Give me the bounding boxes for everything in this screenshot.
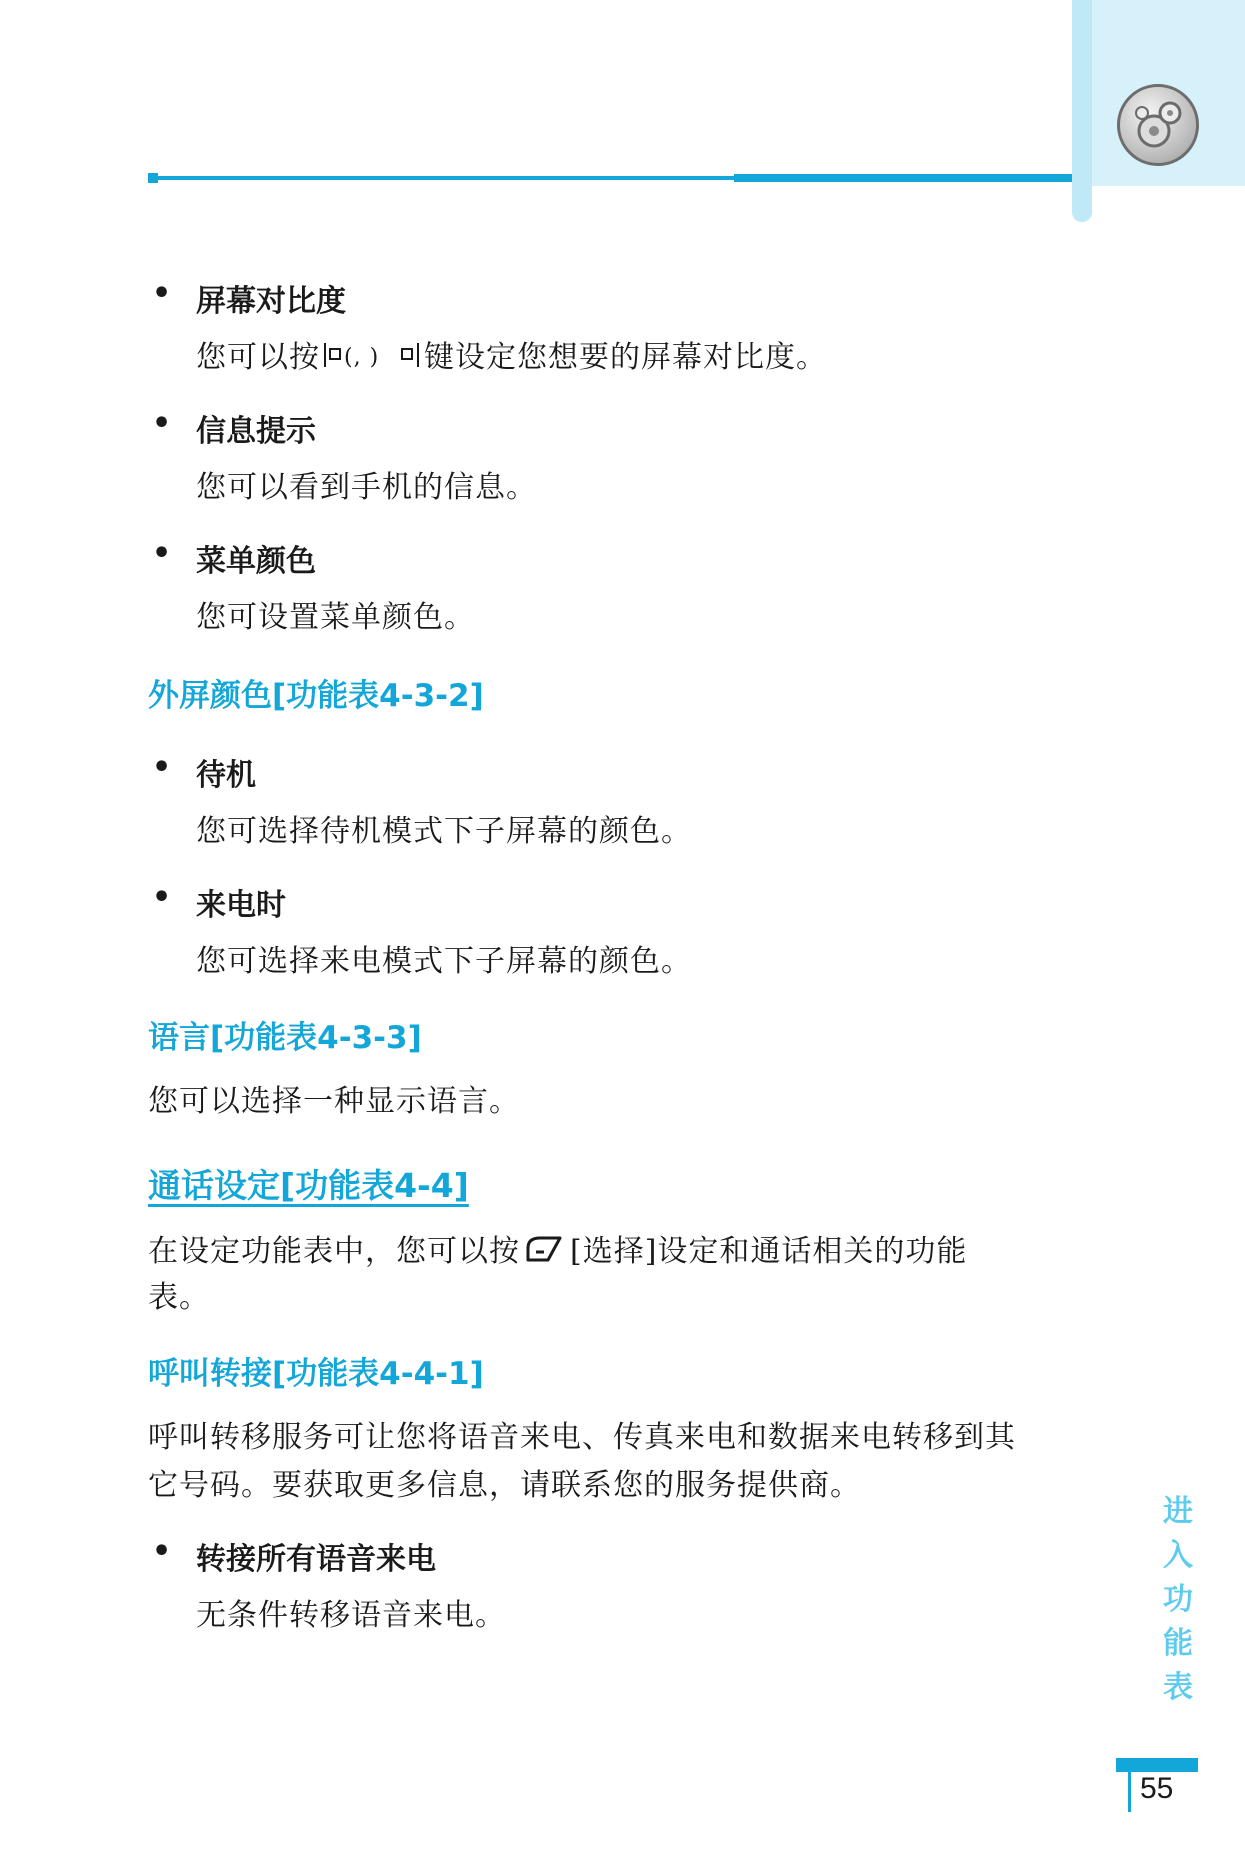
chapter-title-char: 进 — [1163, 1494, 1193, 1529]
chapter-title-char: 表 — [1163, 1670, 1193, 1705]
item-desc-forward-all: 无条件转移语音来电。 — [196, 1598, 506, 1633]
bullet: • — [152, 750, 172, 785]
item-title-info: 信息提示 — [196, 414, 316, 449]
call-forward-body-line1: 呼叫转移服务可让您将语音来电、传真来电和数据来电转移到其 — [148, 1420, 1016, 1455]
section-heading-language: 语言[功能表4-3-3] — [148, 1020, 422, 1056]
item-title-contrast: 屏幕对比度 — [196, 284, 346, 319]
section-heading-call-forward: 呼叫转接[功能表4-4-1] — [148, 1356, 484, 1392]
chapter-title-char: 能 — [1163, 1626, 1193, 1661]
language-body: 您可以选择一种显示语言。 — [148, 1084, 520, 1119]
call-settings-body — [148, 1226, 967, 1274]
item-title-standby: 待机 — [196, 758, 256, 793]
call-settings-body-line2: 表。 — [148, 1280, 210, 1315]
bullet: • — [152, 406, 172, 441]
call-forward-body-line2: 它号码。要获取更多信息，请联系您的服务提供商。 — [148, 1468, 861, 1503]
chapter-title-char: 功 — [1163, 1582, 1193, 1617]
body-text: 在设定功能表中，您可以按 — [148, 1234, 520, 1269]
section-heading-call-settings: 通话设定[功能表4-4] — [148, 1166, 469, 1205]
bullet: • — [152, 1534, 172, 1569]
item-desc-contrast — [196, 332, 827, 380]
item-desc-info: 您可以看到手机的信息。 — [196, 470, 537, 505]
item-desc-incoming: 您可选择来电模式下子屏幕的颜色。 — [196, 944, 692, 979]
chapter-title-char: 入 — [1163, 1538, 1193, 1573]
page-number-rule — [1116, 1758, 1198, 1772]
volume-key-icon — [322, 338, 422, 380]
page-number: 55 — [1140, 1772, 1174, 1805]
page-number-divider — [1128, 1772, 1131, 1812]
item-title-incoming: 来电时 — [196, 888, 286, 923]
header-rule-thick — [734, 174, 1072, 182]
gears-icon — [1117, 84, 1199, 166]
item-desc-menu-color: 您可设置菜单颜色。 — [196, 600, 475, 635]
section-heading-outer-color: 外屏颜色[功能表4-3-2] — [148, 678, 484, 714]
key-label: (, ) — [344, 345, 380, 370]
header-rule — [148, 176, 734, 180]
bullet: • — [152, 276, 172, 311]
item-title-menu-color: 菜单颜色 — [196, 544, 316, 579]
body-text: [选择]设定和通话相关的功能 — [570, 1234, 968, 1269]
desc-text: 键设定您想要的屏幕对比度。 — [424, 340, 827, 375]
select-softkey-icon — [522, 1232, 568, 1274]
bullet: • — [152, 880, 172, 915]
desc-text: 您可以按 — [196, 340, 320, 375]
bullet: • — [152, 536, 172, 571]
item-desc-standby: 您可选择待机模式下子屏幕的颜色。 — [196, 814, 692, 849]
item-title-forward-all: 转接所有语音来电 — [196, 1542, 436, 1577]
chapter-vertical-title — [1160, 1490, 1196, 1710]
side-tab — [1072, 0, 1092, 222]
